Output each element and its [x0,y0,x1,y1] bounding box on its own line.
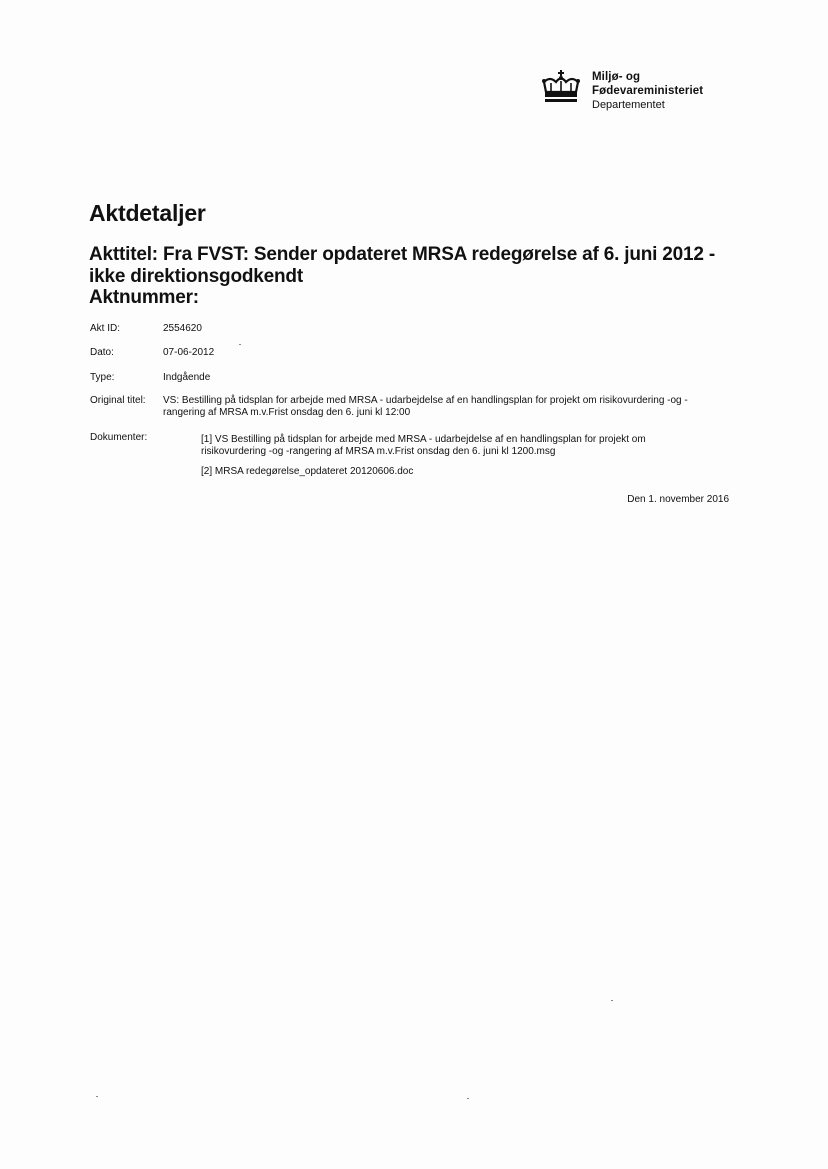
original-title-value: VS: Bestilling på tidsplan for arbejde med MRSA - udarbejdelse af en handlingsplan for projekt om risikovurdering -og -rangering af MRSA m.v.Frist onsdag den 6. juni kl 12:00 [163,395,688,418]
akt-id-label: Akt ID: [90,323,121,334]
crown-icon [540,70,582,104]
dokumenter-label: Dokumenter: [90,432,148,443]
document-item[interactable]: [1] VS Bestilling på tidsplan for arbejde med MRSA - udarbejdelse af en handlingsplan for projekt om risikovurdering -og -rangering af MRSA m.v.Frist onsdag den 6. juni kl 1200.msg [201,434,646,457]
ministry-logo [540,70,703,112]
scan-speck [467,1098,469,1099]
type-value: Indgående [163,372,211,383]
dato-label: Dato: [90,347,114,358]
print-date: Den 1. november 2016 [627,494,729,505]
department-name: Departementet [592,99,665,111]
document-title: Akttitel: Fra FVST: Sender opdateret MRSA redegørelse af 6. juni 2012 - ikke direktionsgodkendt [89,244,715,287]
original-title-label: Original titel: [90,395,146,406]
type-label: Type: [90,372,115,383]
document-list [201,434,701,487]
ministry-name [592,70,703,112]
page-title: Aktdetaljer [89,200,206,226]
ministry-name-line1: Miljø- og [592,71,641,83]
scan-speck [96,1096,98,1097]
akt-id-value: 2554620 [163,323,202,334]
dato-value: 07-06-2012 [163,347,215,358]
document-item[interactable]: [2] MRSA redegørelse_opdateret 20120606.doc [201,466,414,477]
scan-speck [239,344,241,345]
scan-speck [611,1000,613,1001]
ministry-name-line2: Fødevareministeriet [592,85,704,97]
aktnummer-heading: Aktnummer: [89,287,199,308]
